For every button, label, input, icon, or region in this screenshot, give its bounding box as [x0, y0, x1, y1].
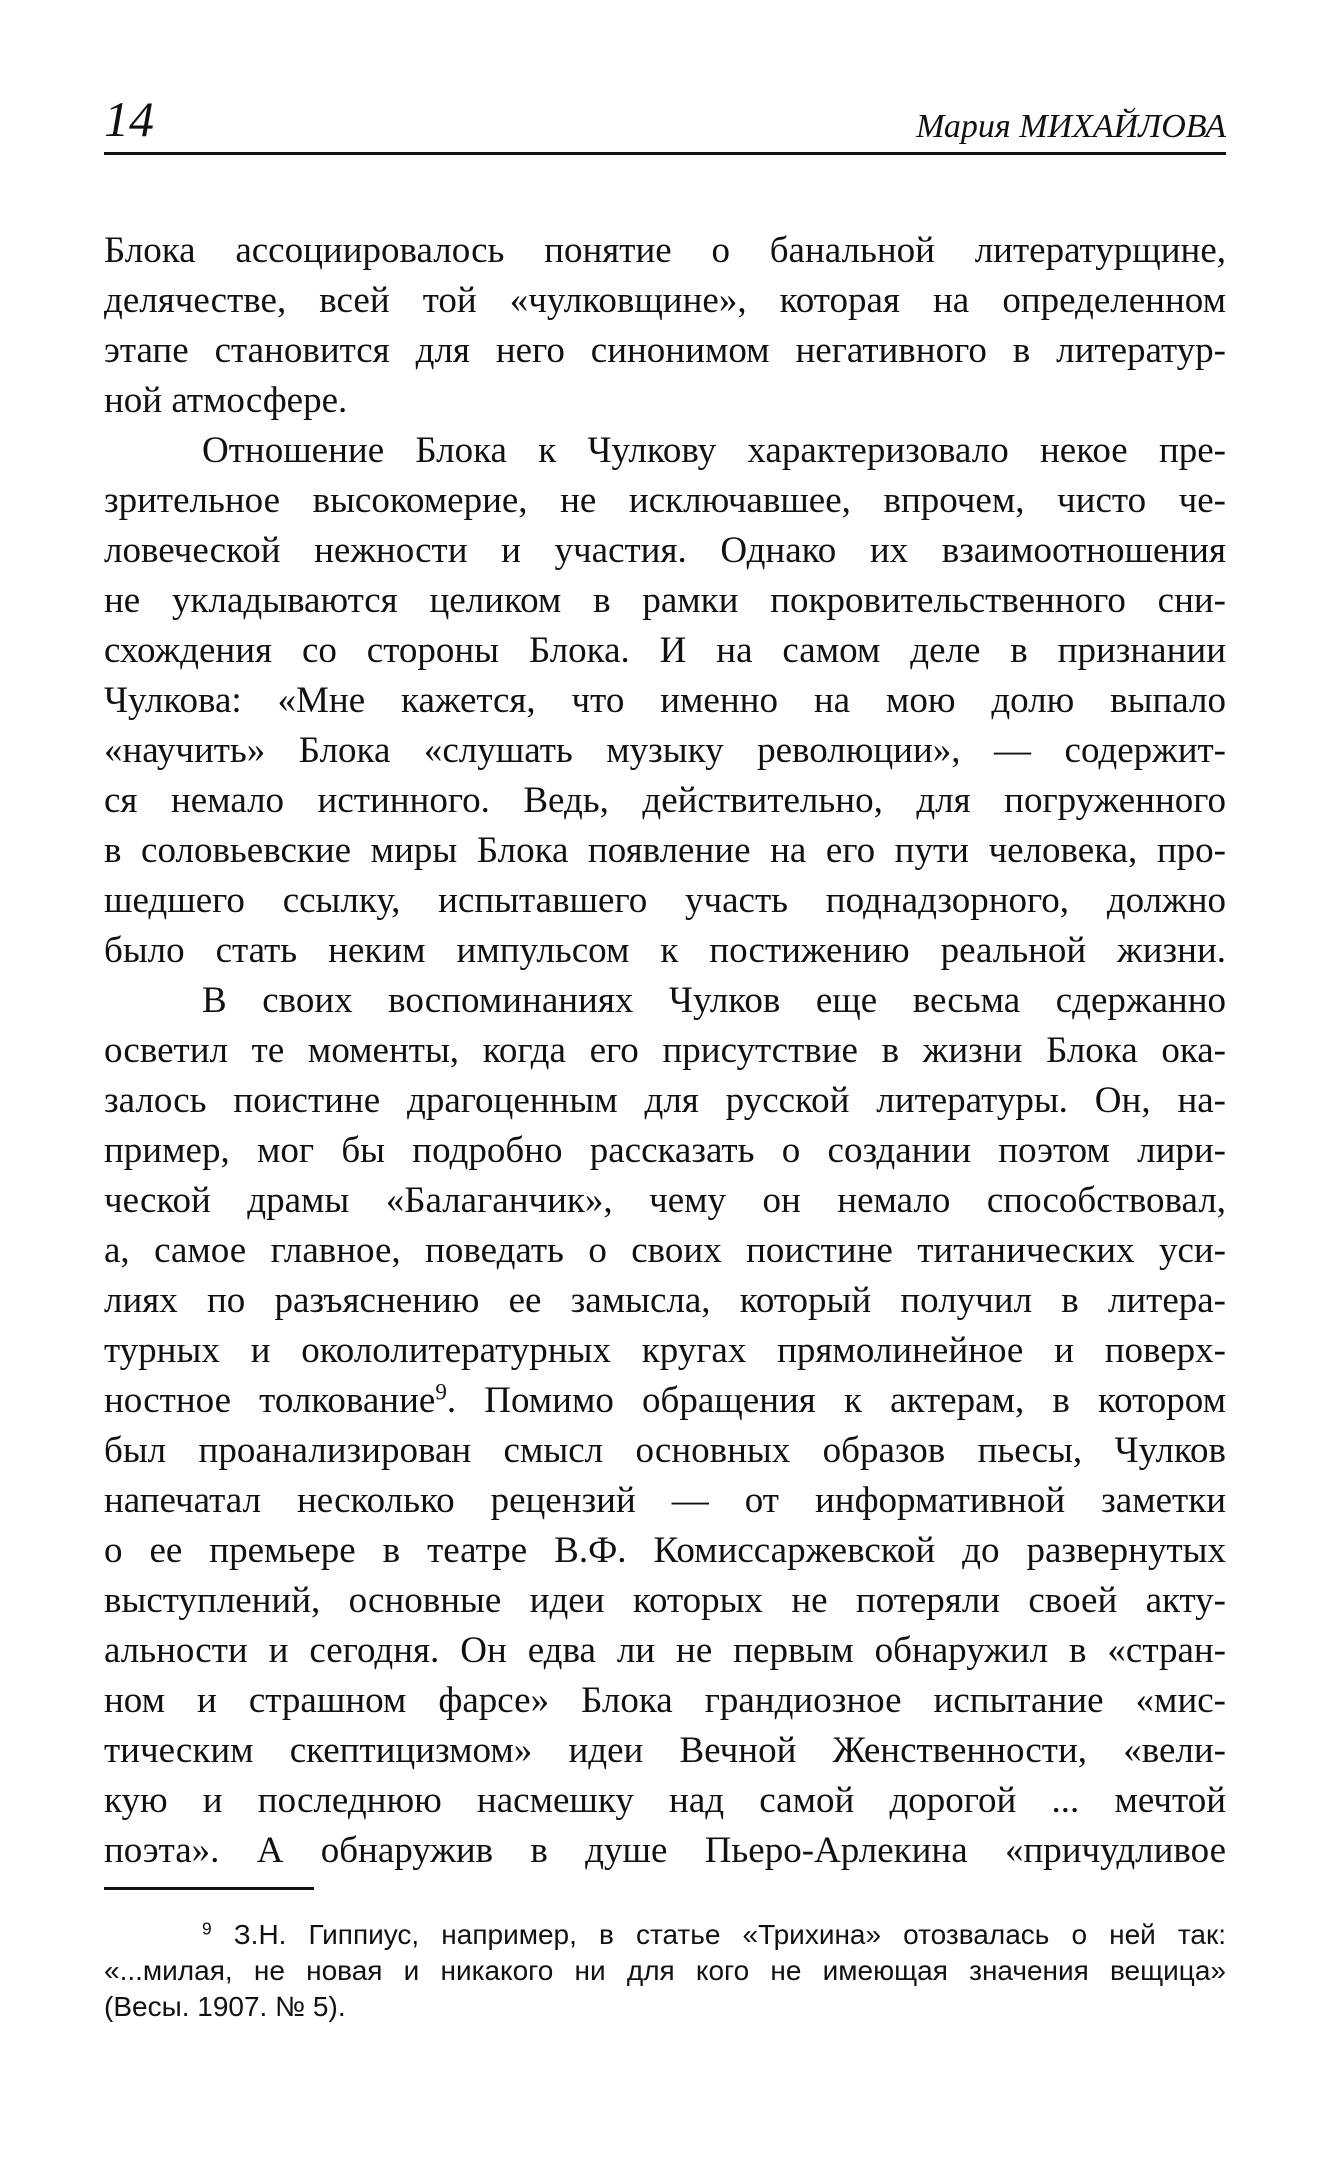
text-line: ном и страшном фарсе» Блока грандиозное испытание «мис-: [104, 1680, 1226, 1721]
text-line: В своих воспоминаниях Чулков еще весьма сдержанно: [202, 980, 1226, 1021]
text-line: не укладываются целиком в рамки покровительственного сни-: [104, 580, 1226, 621]
text-line: делячестве, всей той «чулковщине», которая на определенном: [104, 280, 1226, 321]
text-segment: ностное толкование: [104, 1380, 436, 1421]
text-line-with-footnote-ref: [104, 1376, 1226, 1426]
text-line: напечатал несколько рецензий — от информативной заметки: [104, 1480, 1226, 1521]
footnote-reference: 9: [435, 1379, 447, 1405]
footnotes: [104, 1917, 1226, 2025]
footnote-marker: 9: [202, 1918, 212, 1939]
page-number: 14: [104, 91, 154, 147]
text-line: выступлений, основные идеи которых не потеряли своей акту-: [104, 1580, 1226, 1621]
text-line: шедшего ссылку, испытавшего участь поднадзорного, должно: [104, 880, 1226, 921]
text-line: Блока ассоциировалось понятие о банальной литературщине,: [104, 230, 1226, 271]
text-line: кую и последнюю насмешку над самой дорогой ... мечтой: [104, 1780, 1226, 1821]
body-text: [104, 226, 1226, 1876]
text-line: тическим скептицизмом» идеи Вечной Женственности, «вели-: [104, 1730, 1226, 1771]
text-line: залось поистине драгоценным для русской литературы. Он, на-: [104, 1080, 1226, 1121]
text-line: а, самое главное, поведать о своих поистине титанических уси-: [104, 1230, 1226, 1271]
paragraph: [104, 976, 1226, 1876]
text-line: было стать неким импульсом к постижению реальной жизни.: [104, 930, 1226, 971]
footnote-line: «...милая, не новая и никакого ни для кого не имеющая значения вещица»: [104, 1955, 1226, 1986]
text-line: о ее премьере в театре В.Ф. Комиссаржевской до развернутых: [104, 1530, 1226, 1571]
text-line: схождения со стороны Блока. И на самом деле в признании: [104, 630, 1226, 671]
text-line: в соловьевские миры Блока появление на его пути человека, про-: [104, 830, 1226, 871]
text-segment: . Помимо обращения к актерам, в котором: [446, 1380, 1226, 1421]
text-segment: З.Н. Гиппиус, например, в статье «Трихина» отозвалась о ней так:: [233, 1919, 1226, 1950]
text-line: ся немало истинного. Ведь, действительно, для погруженного: [104, 780, 1226, 821]
text-line: пример, мог бы подробно рассказать о создании поэтом лири-: [104, 1130, 1226, 1171]
text-line: ной атмосфере.: [104, 380, 348, 421]
footnote: [104, 1917, 1226, 2025]
text-line: турных и окололитературных кругах прямолинейное и поверх-: [104, 1330, 1226, 1371]
text-line: поэта». А обнаружив в душе Пьеро-Арлекина «причудливое: [104, 1830, 1226, 1871]
text-line: этапе становится для него синонимом негативного в литератур-: [104, 330, 1226, 371]
text-line: «научить» Блока «слушать музыку революции», — содержит-: [104, 730, 1226, 771]
text-line: Чулкова: «Мне кажется, что именно на мою долю выпало: [104, 680, 1226, 721]
footnote-line: [104, 1917, 1226, 1953]
text-line: альности и сегодня. Он едва ли не первым обнаружил в «стран-: [104, 1630, 1226, 1671]
paragraph: [104, 426, 1226, 976]
text-line: был проанализирован смысл основных образов пьесы, Чулков: [104, 1430, 1226, 1471]
text-line: осветил те моменты, когда его присутствие в жизни Блока ока-: [104, 1030, 1226, 1071]
footnote-line: (Весы. 1907. № 5).: [104, 1991, 346, 2022]
text-line: ловеческой нежности и участия. Однако их взаимоотношения: [104, 530, 1226, 571]
footnote-rule: [104, 1887, 314, 1890]
paragraph: [104, 226, 1226, 426]
page-header: [104, 92, 1226, 150]
text-line: Отношение Блока к Чулкову характеризовало некое пре-: [202, 430, 1226, 471]
text-line: лиях по разъяснению ее замысла, который получил в литера-: [104, 1280, 1226, 1321]
text-line: ческой драмы «Балаганчик», чему он немало способствовал,: [104, 1180, 1226, 1221]
text-line: зрительное высокомерие, не исключавшее, впрочем, чисто че-: [104, 480, 1226, 521]
book-page: [104, 0, 1226, 2184]
header-rule: [104, 152, 1226, 155]
running-head: Мария МИХАЙЛОВА: [916, 108, 1226, 145]
